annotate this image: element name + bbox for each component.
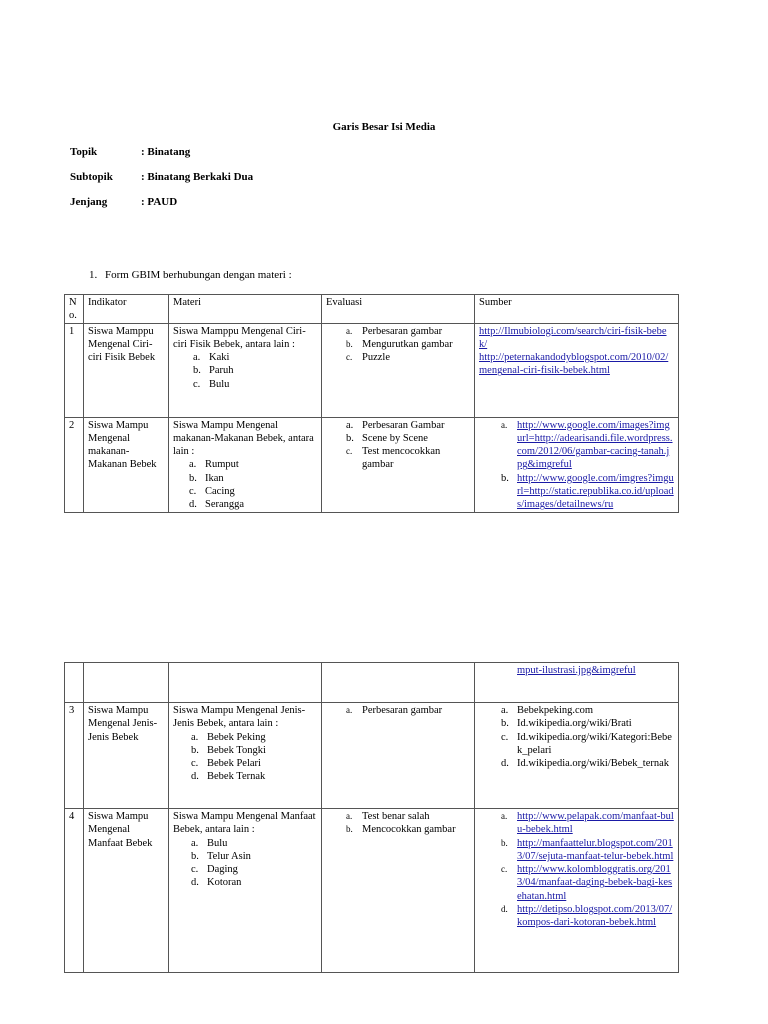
table-header-row: [65, 295, 679, 324]
list-item: a. Perbesaran gambar: [346, 705, 443, 716]
list-item: c. Test mencocokkan gambar: [346, 446, 441, 471]
materi-list: [173, 458, 317, 511]
source-link[interactable]: http://Ilmubiologi.com/search/ciri-fisik-bebek/: [479, 325, 667, 350]
intro-text: Form GBIM berhubungan dengan materi :: [105, 269, 292, 281]
source-link[interactable]: http://detipso.blogspot.com/2013/07/kompos-dari-kotoran-bebek.html: [517, 904, 673, 929]
list-item: a. Kaki: [193, 352, 230, 364]
materi-list: [173, 837, 317, 890]
row-indikator: Siswa Mamppu Mengenal Ciri-ciri Fisik Bebek: [84, 323, 169, 417]
materi-intro: Siswa Mampu Mengenal Manfaat Bebek, antara lain :: [173, 811, 316, 836]
table-row: [65, 323, 679, 417]
list-item: b. Mengurutkan gambar: [346, 338, 453, 350]
page-title: Garis Besar Isi Media: [332, 121, 436, 133]
row-materi: [169, 417, 322, 512]
evaluasi-list: [326, 704, 470, 717]
list-item: a. http://www.google.com/images?imgurl=http://adearisandi.file.wordpress.com/2012/06/gambar-cacing-tanah.jpg&imgreful: [501, 419, 673, 471]
header-evaluasi: Evaluasi: [322, 295, 475, 324]
row-indikator: Siswa Mampu Mengenal makanan-Makanan Bebek: [84, 417, 169, 512]
row-materi: [169, 703, 322, 809]
header-materi: Materi: [169, 295, 322, 324]
list-item: a. http://www.pelapak.com/manfaat-bulu-bebek.html: [501, 811, 674, 836]
sumber-list: [479, 419, 674, 512]
list-item: c. Id.wikipedia.org/wiki/Kategori:Bebek_pelari: [501, 731, 672, 756]
evaluasi-list: [326, 325, 470, 365]
list-item: b. http://manfaattelur.blogspot.com/2013/07/sejuta-manfaat-telur-bebek.html: [501, 837, 674, 862]
gbim-table-part1: [64, 294, 679, 513]
row-no: 3: [65, 703, 84, 809]
evaluasi-list: [326, 419, 470, 472]
meta-jenjang-value: : PAUD: [141, 196, 178, 208]
source-link[interactable]: http://peternakandodyblogspot.com/2010/02/mengenal-ciri-fisik-bebek.html: [479, 352, 669, 377]
sumber-list: [479, 704, 674, 770]
source-link[interactable]: http://www.pelapak.com/manfaat-bulu-bebek.html: [517, 811, 674, 836]
meta-topik-label: Topik: [70, 146, 98, 158]
row-sumber: [475, 417, 679, 512]
list-item: a. Bulu: [191, 837, 228, 849]
materi-list: [173, 731, 317, 784]
list-item: a. Test benar salah: [346, 811, 430, 822]
row-sumber: [475, 323, 679, 417]
list-item: b. Telur Asin: [191, 850, 251, 862]
gbim-table-part2: [64, 662, 679, 973]
list-item: a. Rumput: [189, 459, 239, 471]
list-item: a. Perbesaran Gambar: [346, 419, 445, 431]
evaluasi-list: [326, 810, 470, 837]
source-link[interactable]: http://www.kolombloggratis.org/2013/04/manfaat-daging-bebek-bagi-kesehatan.html: [517, 864, 673, 902]
list-item: d. Bebek Ternak: [191, 771, 266, 783]
list-item: b. Ikan: [189, 472, 224, 484]
materi-intro: Siswa Mampu Mengenal makanan-Makanan Bebek, antara lain :: [173, 419, 314, 458]
meta-topik-value: : Binatang: [141, 146, 191, 158]
sumber-list: [479, 810, 674, 930]
list-item: b. Bebek Tongki: [191, 744, 266, 756]
table-row: [65, 703, 679, 809]
source-link[interactable]: http://www.google.com/images?imgurl=http://adearisandi.file.wordpress.com/2012/06/gambar-cacing-tanah.jpg&imgreful: [517, 419, 673, 471]
list-item: d. http://detipso.blogspot.com/2013/07/kompos-dari-kotoran-bebek.html: [501, 904, 673, 929]
materi-list: [173, 351, 317, 391]
row-sumber: [475, 809, 679, 973]
row-no: [65, 663, 84, 703]
list-item: b. Scene by Scene: [346, 432, 428, 444]
row-materi: [169, 663, 322, 703]
list-item: b. Paruh: [193, 365, 234, 377]
list-item: c. http://www.kolombloggratis.org/2013/04/manfaat-daging-bebek-bagi-kesehatan.html: [501, 864, 673, 902]
row-sumber: [475, 663, 679, 703]
list-item: c. Cacing: [189, 486, 235, 498]
list-item: c. Bebek Pelari: [191, 758, 261, 770]
list-item: b. http://www.google.com/imgres?imgurl=http://static.republika.co.id/uploads/images/detailnews/ru: [501, 472, 674, 511]
intro-number: 1.: [89, 269, 98, 281]
row-no: 1: [65, 323, 84, 417]
source-link[interactable]: http://www.google.com/imgres?imgurl=http://static.republika.co.id/uploads/images/detailnews/ru: [517, 472, 674, 511]
row-materi: [169, 323, 322, 417]
meta-subtopik-label: Subtopik: [70, 171, 113, 183]
header-no: N o.: [65, 295, 84, 324]
header-indikator: Indikator: [84, 295, 169, 324]
materi-intro: Siswa Mampu Mengenal Jenis-Jenis Bebek, antara lain :: [173, 705, 306, 730]
header-sumber: Sumber: [475, 295, 679, 324]
list-item: d. Serangga: [189, 499, 245, 511]
list-item: c. Daging: [191, 864, 238, 876]
list-item: b. Id.wikipedia.org/wiki/Brati: [501, 718, 632, 730]
meta-jenjang-label: Jenjang: [70, 196, 108, 208]
row-evaluasi: [322, 323, 475, 417]
table-row: [65, 809, 679, 973]
list-item: c. Bulu: [193, 378, 230, 390]
intro-line: [89, 269, 292, 282]
list-item: a. Bebekpeking.com: [501, 705, 594, 716]
row-indikator: Siswa Mampu Mengenal Manfaat Bebek: [84, 809, 169, 973]
row-no: 2: [65, 417, 84, 512]
source-link[interactable]: http://manfaattelur.blogspot.com/2013/07/sejuta-manfaat-telur-bebek.html: [517, 837, 674, 862]
source-link-continued[interactable]: mput-ilustrasi.jpg&imgreful: [517, 665, 636, 676]
row-evaluasi: [322, 417, 475, 512]
row-materi: [169, 809, 322, 973]
materi-intro: Siswa Mamppu Mengenal Ciri-ciri Fisik Bebek, antara lain :: [173, 325, 306, 350]
list-item: a. Perbesaran gambar: [346, 325, 443, 337]
list-item: b. Mencocokkan gambar: [346, 824, 456, 836]
meta-subtopik-value: : Binatang Berkaki Dua: [141, 171, 254, 183]
table-row: [65, 417, 679, 512]
list-item: d. Kotoran: [191, 877, 242, 889]
list-item: a. Bebek Peking: [191, 731, 266, 743]
table-row-continued: [65, 663, 679, 703]
row-evaluasi: [322, 809, 475, 973]
list-item: d. Id.wikipedia.org/wiki/Bebek_ternak: [501, 758, 670, 770]
row-evaluasi: [322, 663, 475, 703]
row-no: 4: [65, 809, 84, 973]
row-indikator: [84, 663, 169, 703]
list-item: c. Puzzle: [346, 352, 390, 364]
row-evaluasi: [322, 703, 475, 809]
row-indikator: Siswa Mampu Mengenal Jenis-Jenis Bebek: [84, 703, 169, 809]
row-sumber: [475, 703, 679, 809]
